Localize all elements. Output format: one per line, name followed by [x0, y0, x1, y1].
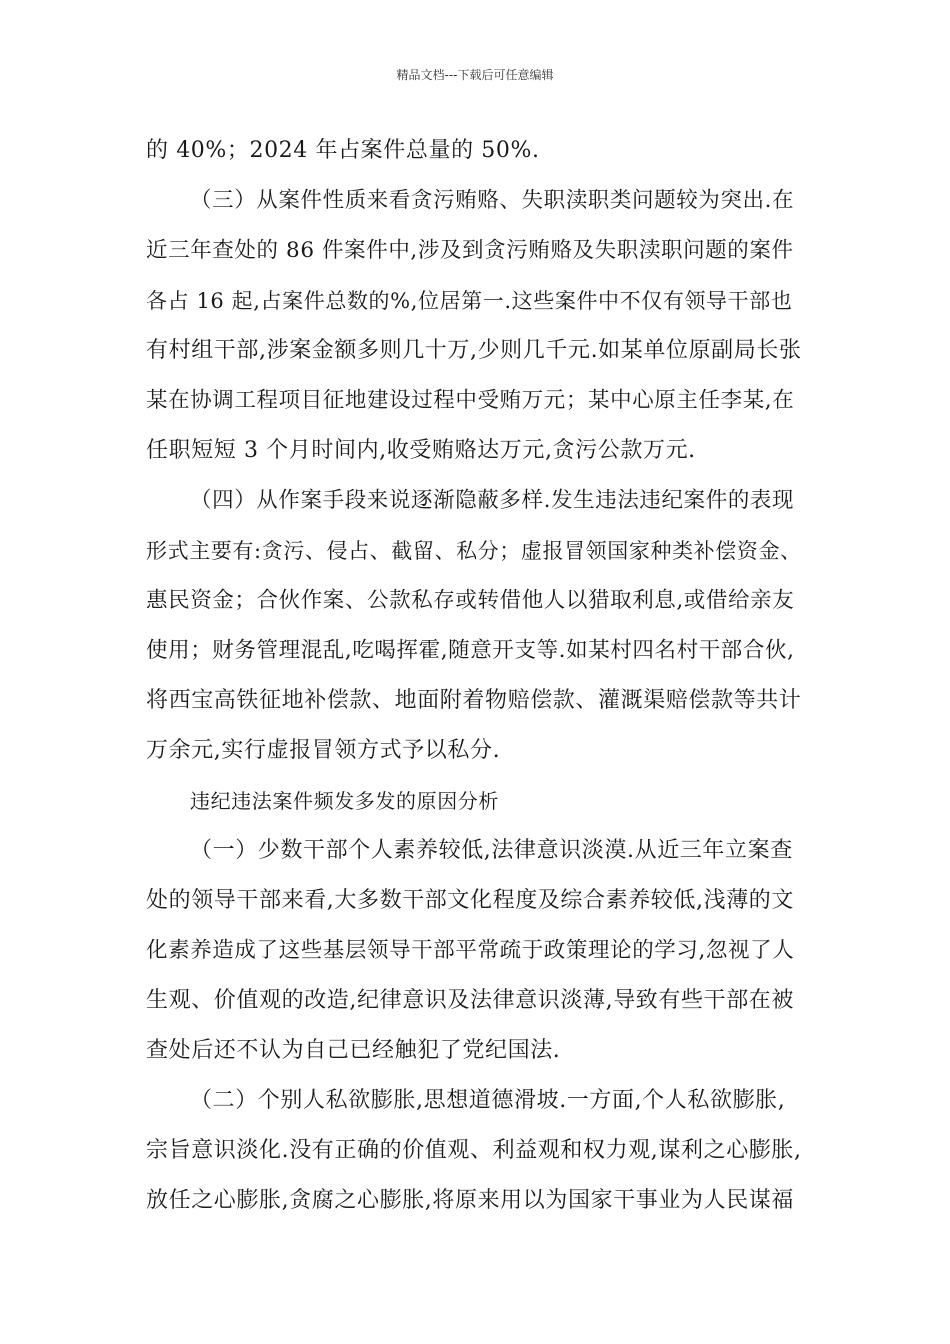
section-heading: 违纪违法案件频发多发的原因分析 [190, 789, 499, 813]
text-line: （二）个别人私欲膨胀,思想道德滑坡.一方面,个人私欲膨胀, [190, 1088, 786, 1113]
text-line: 生观、价值观的改造,纪律意识及法律意识淡薄,导致有些干部在被 [146, 988, 794, 1013]
text-line: 查处后还不认为自己已经触犯了党纪国法. [146, 1038, 561, 1063]
text-line: 形式主要有:贪污、侵占、截留、私分；虚报冒领国家种类补偿资金、 [146, 539, 802, 563]
page-header: 精品文档---下载后可任意编辑 [396, 68, 554, 82]
text-line: 某在协调工程项目征地建设过程中受贿万元；某中心原主任李某,在 [146, 388, 795, 413]
text-line: 任职短短 3 个月时间内,收受贿赂达万元,贪污公款万元. [146, 438, 696, 463]
text-line: 使用；财务管理混乱,吃喝挥霍,随意开支等.如某村四名村干部合伙, [146, 638, 795, 663]
document-body [146, 126, 806, 1226]
text-line: 有村组干部,涉案金额多则几十万,少则几千元.如某单位原副局长张 [146, 338, 802, 363]
text-line: （三）从案件性质来看贪污贿赂、失职渎职类问题较为突出.在 [190, 188, 795, 213]
text-line: 近三年查处的 86 件案件中,涉及到贪污贿赂及失职渎职问题的案件 [146, 238, 794, 263]
text-line: 万余元,实行虚报冒领方式予以私分. [146, 738, 501, 763]
text-line: （四）从作案手段来说逐渐隐蔽多样.发生违法违纪案件的表现 [190, 488, 795, 513]
text-line: （一）少数干部个人素养较低,法律意识淡漠.从近三年立案查 [190, 838, 793, 863]
text-line: 将西宝高铁征地补偿款、地面附着物赔偿款、灌溉渠赔偿款等共计 [146, 688, 802, 713]
text-line: 惠民资金；合伙作案、公款私存或转借他人以猎取利息,或借给亲友 [146, 588, 795, 613]
text-line: 化素养造成了这些基层领导干部平常疏于政策理论的学习,忽视了人 [146, 938, 795, 963]
text-line: 处的领导干部来看,大多数干部文化程度及综合素养较低,浅薄的文 [146, 888, 794, 913]
text-line: 各占 16 起,占案件总数的%,位居第一.这些案件中不仅有领导干部也 [146, 289, 793, 313]
text-line: 宗旨意识淡化.没有正确的价值观、利益观和权力观,谋利之心膨胀, [146, 1138, 802, 1163]
text-line: 放任之心膨胀,贪腐之心膨胀,将原来用以为国家干事业为人民谋福 [146, 1188, 794, 1213]
text-line: 的 40%；2024 年占案件总量的 50%. [146, 138, 540, 163]
